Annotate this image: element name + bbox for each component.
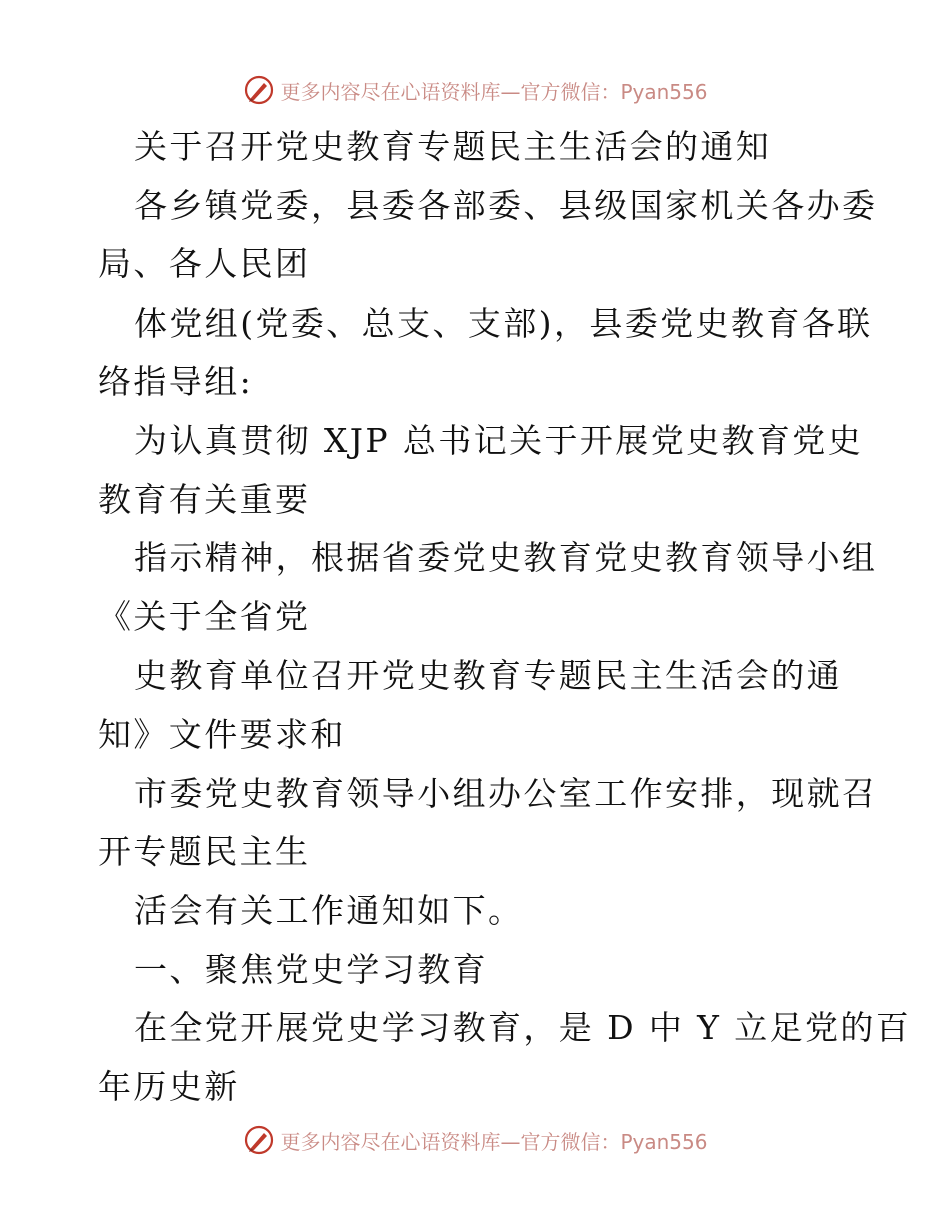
text-line: 在全党开展党史学习教育，是 D 中 Y 立足党的百 (134, 1008, 912, 1047)
document-title: 关于召开党史教育专题民主生活会的通知 (134, 127, 772, 166)
text-line: 局、各人民团 (98, 244, 311, 283)
text-line: 活会有关工作通知如下。 (134, 891, 524, 930)
text-line: 史教育单位召开党史教育专题民主生活会的通 (134, 656, 842, 695)
footer-watermark-banner (0, 1120, 950, 1160)
section-heading: 一、聚焦党史学习教育 (134, 950, 488, 989)
text-line: 市委党史教育领导小组办公室工作安排，现就召 (134, 774, 878, 813)
watermark-text: 更多内容尽在心语资料库—官方微信：Pyan556 (280, 79, 708, 104)
text-line: 开专题民主生 (98, 832, 311, 871)
text-line: 为认真贯彻 XJP 总书记关于开展党史教育党史 (134, 421, 864, 460)
pen-logo-icon (242, 1123, 276, 1157)
text-line: 教育有关重要 (98, 480, 311, 519)
text-line: 体党组(党委、总支、支部)，县委党史教育各联 (134, 304, 873, 343)
text-line: 络指导组: (98, 362, 254, 401)
pen-logo-icon (242, 73, 276, 107)
text-line: 年历史新 (98, 1067, 240, 1106)
text-line: 指示精神，根据省委党史教育党史教育领导小组 (134, 538, 878, 577)
header-watermark-banner (0, 70, 950, 110)
text-line: 各乡镇党委，县委各部委、县级国家机关各办委 (134, 186, 878, 225)
watermark-text: 更多内容尽在心语资料库—官方微信：Pyan556 (280, 1129, 708, 1154)
text-line: 知》文件要求和 (98, 715, 346, 754)
text-line: 《关于全省党 (98, 597, 311, 636)
